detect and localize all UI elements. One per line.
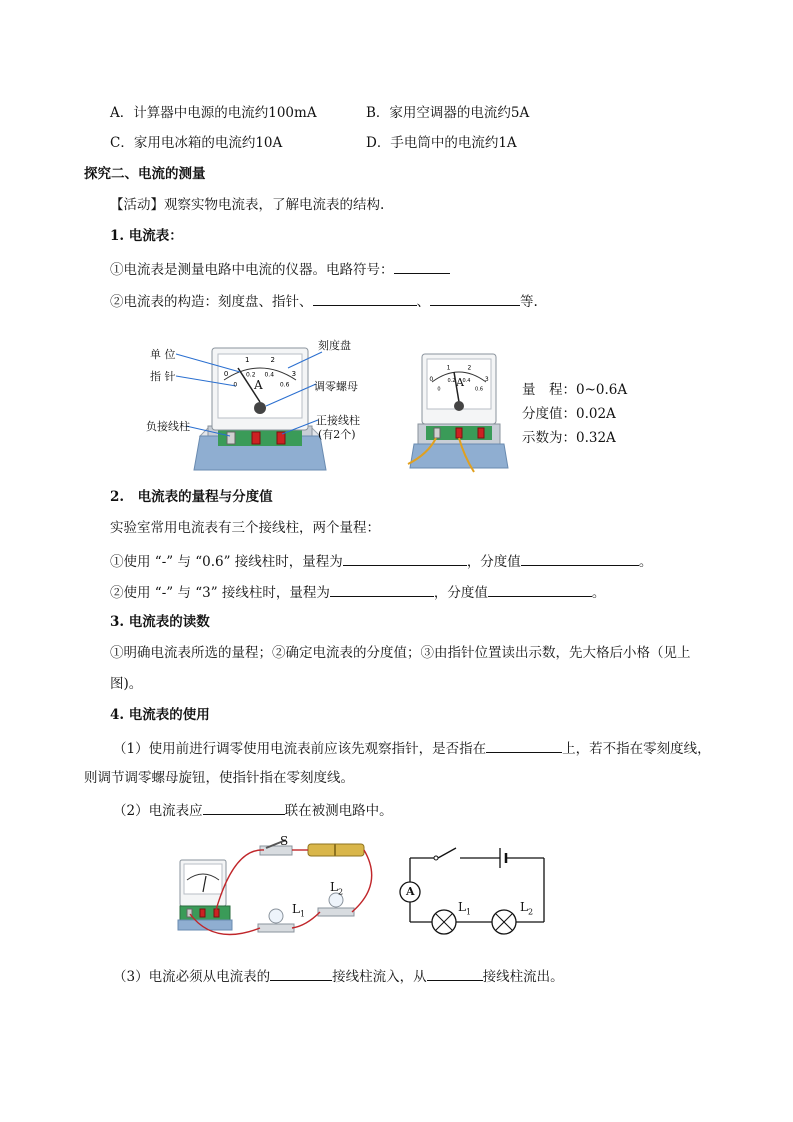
- scale-small-tick-label: 0.6: [279, 381, 290, 389]
- lamp1-sub: 1: [299, 909, 306, 919]
- s4-p3-text: （3）电流必须从电流表的: [113, 969, 271, 985]
- label-zero-nut: 调零螺母: [314, 380, 358, 393]
- label-switch: S: [280, 834, 289, 848]
- lamp2-letter: L: [330, 880, 338, 894]
- s3-line1: ①明确电流表所选的量程；②确定电流表的分度值；③由指针位置读出示数，先大格后小格（见上: [110, 645, 691, 661]
- scale-tick-label: 0: [223, 369, 229, 378]
- s4-p1-text: （1）使用前进行调零使用电流表前应该先观察指针，是否指在: [113, 741, 487, 757]
- diagram-lamp2-label: [520, 898, 533, 921]
- scale-small-tick-label: 0: [233, 381, 238, 389]
- s1-line2-sep: 、: [416, 294, 430, 310]
- scale-small-tick-label: 0.2: [447, 378, 456, 385]
- s2-line1-end: 。: [638, 554, 653, 570]
- scale-small-tick-label: 0.2: [245, 371, 256, 379]
- s2-line2-end: 。: [591, 585, 606, 601]
- lamp2-letter: L: [520, 900, 528, 914]
- scale-tick-label: 1: [245, 355, 250, 364]
- option-a: A．计算器中电源的电流约100mA: [110, 105, 317, 121]
- answer-blank[interactable]: [313, 291, 417, 306]
- s1-line1: [110, 259, 450, 279]
- answer-blank[interactable]: [521, 551, 639, 566]
- s4-p1-cont: 则调节调零螺母旋钮，使指针指在零刻度线。: [84, 770, 354, 786]
- s1-line2-end: 等.: [520, 294, 538, 310]
- label-pos-terminal-note: (有2个): [318, 428, 356, 441]
- label-unit: 单 位: [150, 348, 176, 361]
- meter-reading: 示数为：0.32A: [522, 430, 616, 446]
- option-d: D．手电筒中的电流约1A: [366, 135, 517, 151]
- label-pos-terminal: 正接线柱: [316, 414, 360, 427]
- s2-intro: 实验室常用电流表有三个接线柱，两个量程：: [110, 520, 380, 536]
- scale-small-tick-label: 0.4: [462, 378, 471, 385]
- scale-tick-label: 1: [446, 364, 451, 372]
- answer-blank[interactable]: [427, 966, 483, 981]
- s2-line1: [110, 551, 652, 571]
- s2-line1-text: ①使用 “-” 与 “0.6” 接线柱时，量程为: [110, 554, 343, 570]
- s1-line2-text: ②电流表的构造：刻度盘、指针、: [110, 294, 313, 310]
- s4-p3-text3: 接线柱流出。: [482, 969, 564, 985]
- ammeter-reading-figure: [400, 344, 520, 474]
- scale-small-tick-label: 0.4: [264, 371, 275, 379]
- scale-tick-label: 2: [467, 364, 472, 372]
- answer-blank[interactable]: [488, 582, 592, 597]
- s4-p3: [113, 966, 564, 986]
- answer-blank[interactable]: [270, 966, 332, 981]
- s4-heading: 4. 电流表的使用: [110, 707, 210, 723]
- meter-unit-2: A: [456, 376, 464, 389]
- meter-range: 量 程：0~0.6A: [522, 382, 628, 398]
- answer-blank[interactable]: [203, 800, 285, 815]
- s4-p2-text: （2）电流表应: [113, 803, 203, 819]
- answer-blank[interactable]: [486, 738, 562, 753]
- answer-blank[interactable]: [330, 582, 434, 597]
- diagram-lamp1-label: [458, 898, 471, 921]
- scale-tick-label: 0: [429, 376, 434, 384]
- s1-line2: [110, 291, 538, 311]
- activity-text: 【活动】观察实物电流表，了解电流表的结构.: [110, 197, 385, 213]
- option-b: B．家用空调器的电流约5A: [366, 105, 530, 121]
- s2-line1-mid: ，分度值: [466, 554, 521, 570]
- s4-p1: [113, 738, 711, 758]
- physical-circuit-figure: [174, 834, 388, 946]
- label-neg-terminal: 负接线柱: [146, 420, 190, 433]
- answer-blank[interactable]: [430, 291, 520, 306]
- s4-p3-text2: 接线柱流入，从: [332, 969, 427, 985]
- scale-tick-label: 2: [270, 355, 275, 364]
- label-pointer: 指 针: [150, 370, 176, 383]
- answer-blank[interactable]: [394, 259, 450, 274]
- label-lamp1-photo: [292, 900, 305, 923]
- s2-line2-mid: ，分度值: [433, 585, 488, 601]
- s2-line2: [110, 582, 605, 602]
- scale-small-tick-label: 0: [437, 386, 441, 393]
- lamp2-sub: 2: [527, 907, 534, 917]
- lamp1-sub: 1: [465, 907, 472, 917]
- lamp1-letter: L: [458, 900, 466, 914]
- meter-unit-1: A: [254, 378, 263, 392]
- scale-tick-label: 3: [291, 369, 297, 378]
- answer-blank[interactable]: [343, 551, 467, 566]
- s2-line2-text: ②使用 “-” 与 “3” 接线柱时，量程为: [110, 585, 330, 601]
- s1-heading: 1. 电流表：: [110, 228, 183, 244]
- s4-p2-text2: 联在被测电路中。: [284, 803, 393, 819]
- label-lamp2-photo: [330, 878, 343, 901]
- option-c: C．家用电冰箱的电流约10A: [110, 135, 283, 151]
- s4-p2: [113, 800, 393, 820]
- scale-small-tick-label: 0.6: [475, 386, 484, 393]
- scale-tick-label: 3: [484, 376, 489, 384]
- meter-division: 分度值：0.02A: [522, 406, 616, 422]
- s3-line2: 图)。: [110, 676, 143, 692]
- s1-line1-text: ①电流表是测量电路中电流的仪器。电路符号：: [110, 262, 394, 278]
- lamp1-letter: L: [292, 902, 300, 916]
- diagram-ammeter-label: A: [406, 885, 415, 898]
- lamp2-sub: 2: [337, 887, 344, 897]
- s4-p1-text2: 上，若不指在零刻度线，: [562, 741, 711, 757]
- section-title: 探究二、电流的测量: [84, 166, 206, 182]
- s2-heading: 2. 电流表的量程与分度值: [110, 489, 273, 505]
- s3-heading: 3. 电流表的读数: [110, 614, 210, 630]
- label-dial: 刻度盘: [318, 339, 351, 352]
